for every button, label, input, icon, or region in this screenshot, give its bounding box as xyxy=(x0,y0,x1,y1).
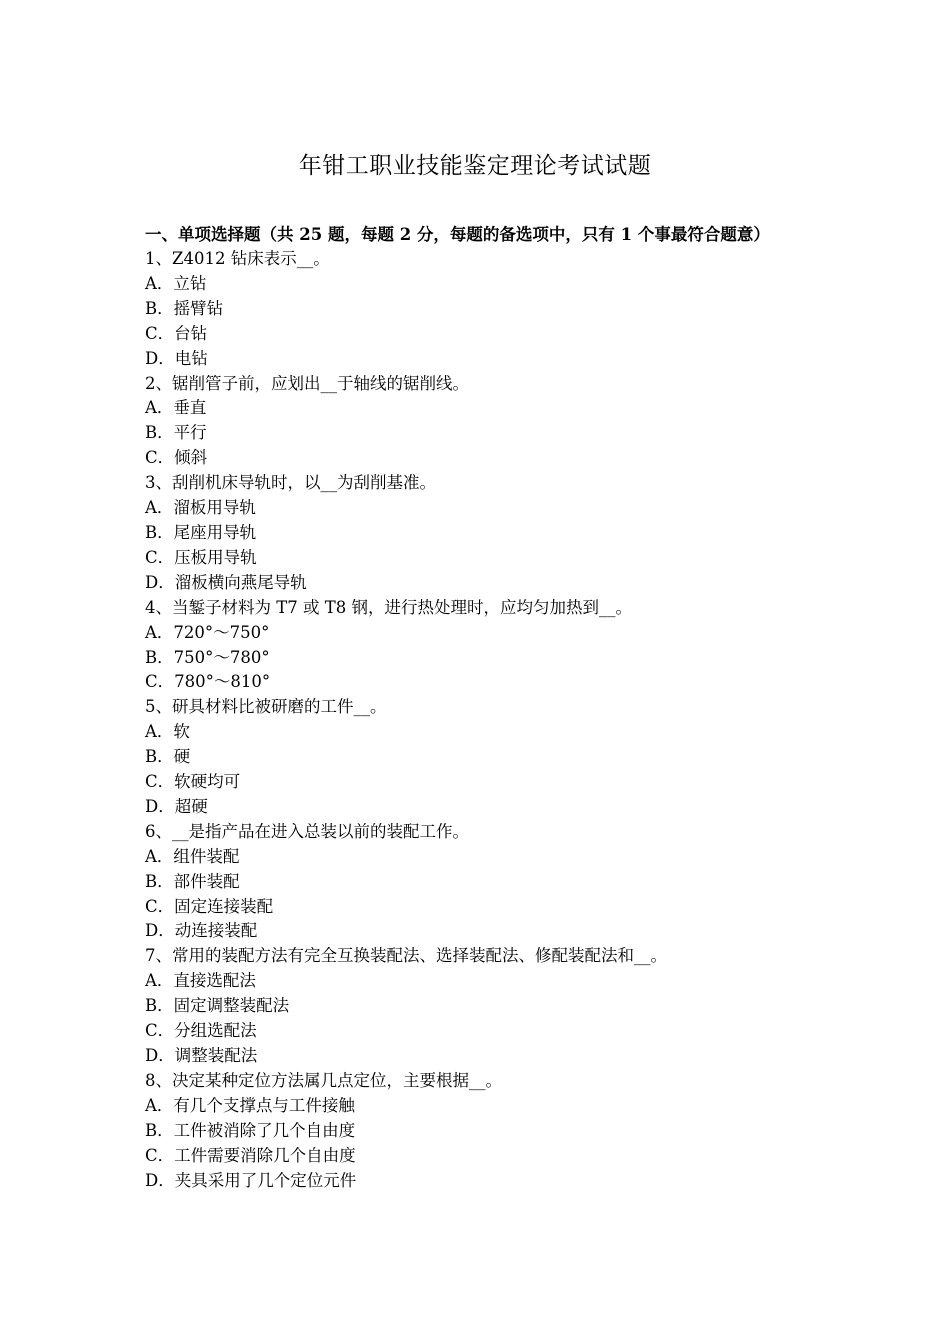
question-option: D．溜板横向燕尾导轨 xyxy=(145,572,307,592)
question-stem: 8、决定某种定位方法属几点定位，主要根据__。 xyxy=(145,1070,502,1090)
question-option: A．软 xyxy=(145,722,190,742)
question-option: B．平行 xyxy=(145,423,207,443)
question-option: D．超硬 xyxy=(145,796,208,816)
question-option: C．软硬均可 xyxy=(145,772,241,792)
question-stem: 6、__是指产品在进入总装以前的装配工作。 xyxy=(145,821,469,841)
question-8 xyxy=(145,1069,810,1194)
question-option: C．780°～810° xyxy=(145,672,271,692)
question-1 xyxy=(145,247,810,372)
question-option: A．组件装配 xyxy=(145,846,240,866)
question-5 xyxy=(145,695,810,820)
question-option: C．倾斜 xyxy=(145,448,208,468)
question-stem: 4、当錾子材料为 T7 或 T8 钢，进行热处理时，应均匀加热到__。 xyxy=(145,597,632,617)
question-option: C．固定连接装配 xyxy=(145,896,274,916)
question-option: D．夹具采用了几个定位元件 xyxy=(145,1170,357,1190)
question-option: A．垂直 xyxy=(145,398,207,418)
question-option: C．分组选配法 xyxy=(145,1021,257,1041)
question-option: D．调整装配法 xyxy=(145,1046,258,1065)
question-6 xyxy=(145,820,810,945)
question-option: D．电钻 xyxy=(145,348,208,368)
question-stem: 3、刮削机床导轨时，以__为刮削基准。 xyxy=(145,473,436,493)
document-body xyxy=(145,222,810,1193)
document-title: 年钳工职业技能鉴定理论考试试题 xyxy=(298,153,652,179)
question-option: B．750°～780° xyxy=(145,647,270,667)
question-option: A．立钻 xyxy=(145,273,207,293)
question-option: A．溜板用导轨 xyxy=(145,498,256,518)
question-option: C．工件需要消除几个自由度 xyxy=(145,1145,356,1165)
question-option: C．压板用导轨 xyxy=(145,547,257,567)
question-option: B．硬 xyxy=(145,747,191,767)
question-option: B．部件装配 xyxy=(145,871,240,891)
question-2 xyxy=(145,372,810,472)
question-7 xyxy=(145,944,810,1069)
question-stem: 1、Z4012 钻床表示__。 xyxy=(145,249,330,268)
question-stem: 7、常用的装配方法有完全互换装配法、选择装配法、修配装配法和__。 xyxy=(145,946,667,966)
question-option: B．工件被消除了几个自由度 xyxy=(145,1120,356,1140)
question-stem: 5、研具材料比被研磨的工件__。 xyxy=(145,697,387,717)
question-option: B．尾座用导轨 xyxy=(145,522,257,542)
question-option: D．动连接装配 xyxy=(145,921,258,941)
question-option: C．台钻 xyxy=(145,323,208,343)
question-option: B．摇臂钻 xyxy=(145,298,224,318)
question-option: A．720°～750° xyxy=(145,622,270,642)
question-stem: 2、锯削管子前，应划出__于轴线的锯削线。 xyxy=(145,373,469,393)
question-option: A．有几个支撑点与工件接触 xyxy=(145,1095,355,1115)
question-option: B．固定调整装配法 xyxy=(145,996,290,1016)
section-heading: 一、单项选择题（共 25 题，每题 2 分，每题的备选项中，只有 1 个事最符合题意） xyxy=(145,225,770,244)
question-3 xyxy=(145,471,810,596)
question-4 xyxy=(145,596,810,696)
question-option: A．直接选配法 xyxy=(145,971,256,991)
